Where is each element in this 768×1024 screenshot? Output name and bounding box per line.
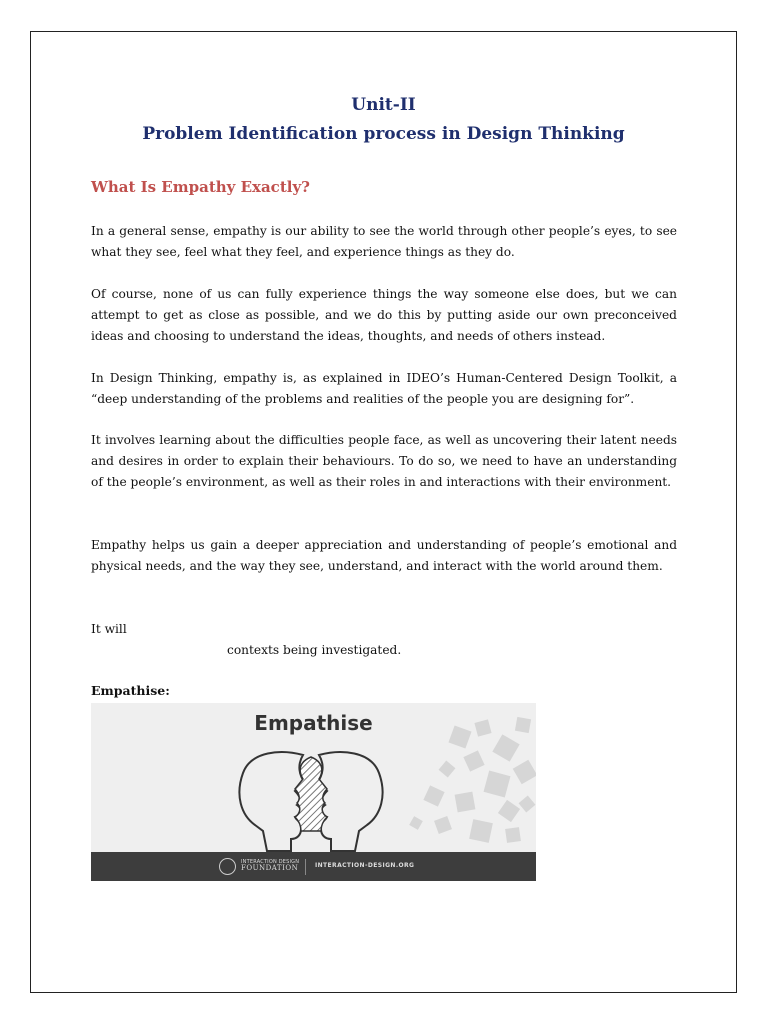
- figure-footer: [91, 852, 536, 881]
- left-head-outline-icon: [239, 752, 305, 851]
- footer-separator: [305, 859, 306, 875]
- paragraph-2: Of course, none of us can fully experience things the way someone else does, but we can attempt to get as close as possible, and we do this by putting aside our own preconceived ideas and choosing to understand the ideas, thoughts, and needs of others instead.: [91, 287, 677, 343]
- footer-org-line2: FOUNDATION: [241, 864, 299, 872]
- right-head-outline-icon: [317, 752, 383, 851]
- paragraph-fragment-end: contexts being investigated.: [227, 643, 402, 657]
- paragraph-4: It involves learning about the difficulties people face, as well as uncovering their latent needs and desires in order to explain their behaviours. To do so, we need to have an understanding of the people’s environment, as well as their roles in and interactions with their environment.: [91, 433, 677, 489]
- paragraph-3: In Design Thinking, empathy is, as explained in IDEO’s Human-Centered Design Toolkit, a “deep understanding of the problems and realities of the people you are designing for”.: [91, 371, 677, 406]
- paragraph-1: In a general sense, empathy is our ability to see the world through other people’s eyes, to see what they see, feel what they feel, and experience things as they do.: [91, 224, 677, 259]
- footer-org-line1: INTERACTION DESIGN: [241, 859, 300, 865]
- figure-label: Empathise:: [91, 683, 170, 698]
- page-title: Problem Identification process in Design Thinking: [142, 124, 625, 144]
- footer-org-name: [241, 859, 299, 871]
- figure-title: Empathise: [254, 711, 373, 735]
- footer-url: INTERACTION-DESIGN.ORG: [315, 862, 415, 869]
- paragraph-5: Empathy helps us gain a deeper appreciation and understanding of people’s emotional and physical needs, and the way they see, understand, and interact with the world around them.: [91, 538, 677, 573]
- section-heading: What Is Empathy Exactly?: [91, 178, 310, 196]
- unit-title: Unit-II: [351, 95, 416, 115]
- empathise-figure: [91, 703, 536, 881]
- paragraph-fragment-start: It will: [91, 622, 127, 636]
- overlap-face-icon: [295, 757, 327, 831]
- tree-logo-icon: [219, 858, 236, 875]
- decorative-squares-icon: [409, 717, 536, 843]
